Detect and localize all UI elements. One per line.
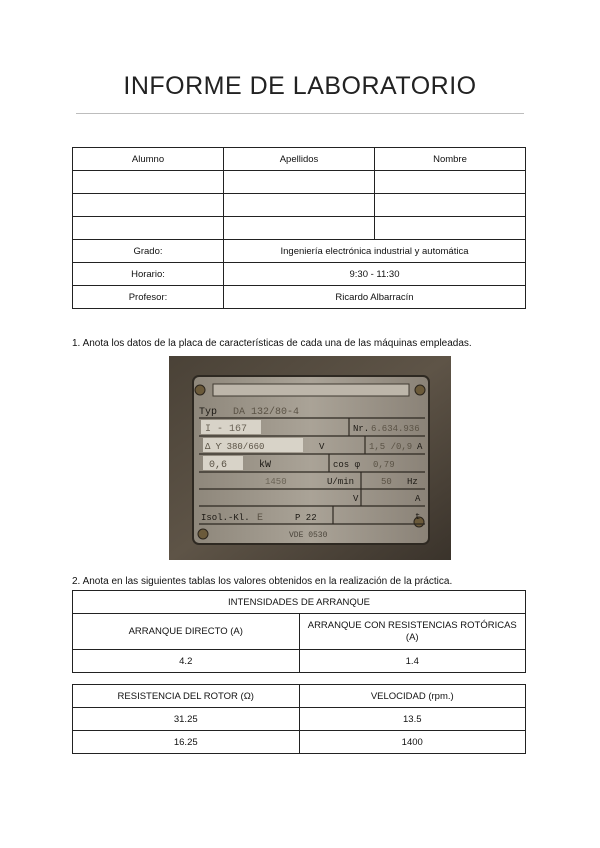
cos-value: 0,79 (373, 460, 395, 470)
empty-cell (224, 194, 375, 217)
table-header-row (73, 148, 526, 171)
empty-cell (73, 194, 224, 217)
typ-label: Typ (199, 407, 218, 418)
speed-value: 1400 (299, 731, 526, 754)
horario-label: Horario: (73, 263, 224, 286)
v-label: V (353, 494, 359, 504)
grado-label: Grado: (73, 240, 224, 263)
header-nombre: Nombre (375, 148, 526, 171)
col-rotor-resistance: RESISTENCIA DEL ROTOR (Ω) (73, 685, 300, 708)
direct-start-value: 4.2 (73, 650, 300, 673)
grado-row (73, 240, 526, 263)
a-label: A (415, 494, 421, 504)
rotor-resistance-start-value: 1.4 (299, 650, 526, 673)
column-header-row (73, 614, 526, 650)
student-info-table (72, 147, 526, 309)
table-title: INTENSIDADES DE ARRANQUE (73, 591, 526, 614)
resistance-value: 16.25 (73, 731, 300, 754)
table-row (73, 217, 526, 240)
hz-label: Hz (407, 477, 418, 487)
empty-cell (73, 171, 224, 194)
table-header-row (73, 591, 526, 614)
i-value: I - 167 (205, 424, 248, 435)
typ-value: DA 132/80-4 (233, 407, 300, 418)
header-apellidos: Apellidos (224, 148, 375, 171)
speed-value: 13.5 (299, 708, 526, 731)
table-row (73, 650, 526, 673)
rpm-value: 1450 (265, 477, 287, 487)
t-label: t (415, 512, 421, 522)
empty-cell (73, 217, 224, 240)
col-rotor-resistance-start: ARRANQUE CON RESISTENCIAS ROTÓRICAS (A) (299, 614, 526, 650)
kw-label: kW (259, 460, 272, 471)
voltage-unit: V (319, 442, 325, 452)
table-row (73, 194, 526, 217)
current-value: 1,5 /0,9 (369, 442, 413, 452)
title-divider (76, 113, 524, 114)
isol-value: E (257, 513, 264, 524)
table-row (73, 171, 526, 194)
starting-currents-table (72, 590, 526, 673)
grado-value: Ingeniería electrónica industrial y automática (224, 240, 526, 263)
profesor-row (73, 286, 526, 309)
rpm-label: U/min (327, 477, 355, 487)
empty-cell (375, 217, 526, 240)
cos-label: cos φ (333, 460, 361, 470)
empty-cell (224, 217, 375, 240)
nr-label: Nr. (353, 424, 370, 434)
empty-cell (375, 194, 526, 217)
hz-value: 50 (381, 477, 392, 487)
col-direct-start: ARRANQUE DIRECTO (A) (73, 614, 300, 650)
horario-row (73, 263, 526, 286)
profesor-value: Ricardo Albarracín (224, 286, 526, 309)
empty-cell (224, 171, 375, 194)
voltage-value: Δ ϒ 380/660 (205, 442, 265, 452)
column-header-row (73, 685, 526, 708)
empty-cell (375, 171, 526, 194)
page-title: INFORME DE LABORATORIO (123, 72, 477, 100)
nr-value: 6.634.936 (371, 424, 420, 434)
resistance-value: 31.25 (73, 708, 300, 731)
question-2: 2. Anota en las siguientes tablas los valores obtenidos en la realización de la práctica. (72, 576, 453, 587)
horario-value: 9:30 - 11:30 (224, 263, 526, 286)
current-unit: A (417, 442, 423, 452)
table-row (73, 708, 526, 731)
header-alumno: Alumno (73, 148, 224, 171)
motor-nameplate-photo (169, 356, 451, 560)
vde-label: VDE 0530 (289, 531, 328, 540)
profesor-label: Profesor: (73, 286, 224, 309)
rotor-speed-table (72, 684, 526, 754)
ip-label: P 22 (295, 513, 317, 523)
kw-value: 0,6 (209, 460, 228, 471)
isol-label: Isol.-Kl. (201, 513, 250, 523)
col-speed: VELOCIDAD (rpm.) (299, 685, 526, 708)
table-row (73, 731, 526, 754)
question-1: 1. Anota los datos de la placa de características de cada una de las máquinas empleadas. (72, 338, 472, 349)
